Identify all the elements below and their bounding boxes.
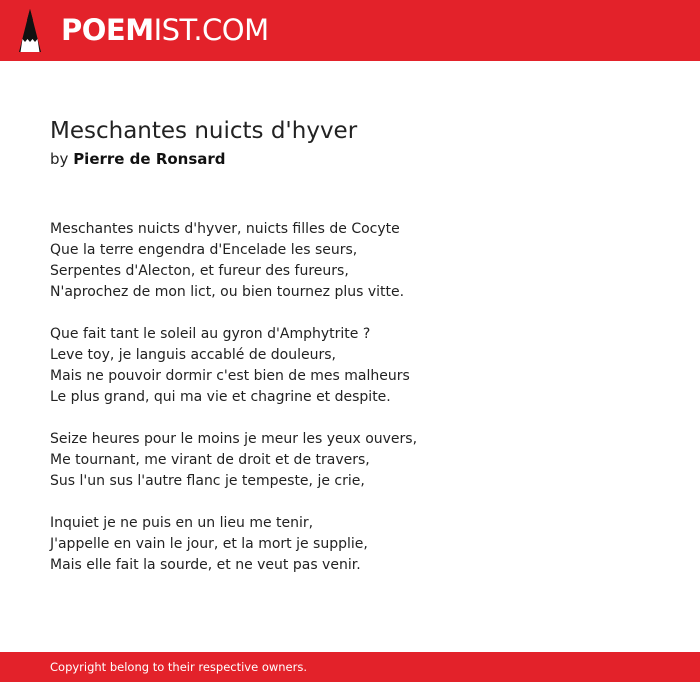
- copyright-text: Copyright belong to their respective owners.: [50, 660, 308, 674]
- poem-title: Meschantes nuicts d'hyver: [50, 118, 358, 144]
- poem-line: N'aprochez de mon lict, ou bien tournez plus vitte.: [50, 284, 405, 300]
- poem-line: Serpentes d'Alecton, et fureur des fureurs,: [50, 263, 349, 279]
- by-label: by: [50, 150, 69, 168]
- poem-byline: [50, 149, 226, 169]
- poem-line: Inquiet je ne puis en un lieu me tenir,: [50, 515, 314, 531]
- pencil-tip-icon[interactable]: [18, 8, 42, 52]
- author-name[interactable]: Pierre de Ronsard: [73, 150, 226, 168]
- logo-bold-text: POEM: [61, 13, 154, 47]
- site-header: [0, 0, 700, 61]
- poem-line: Sus l'un sus l'autre flanc je tempeste, je crie,: [50, 473, 365, 489]
- logo-light-text: IST.COM: [153, 13, 269, 47]
- poem-line: J'appelle en vain le jour, et la mort je supplie,: [50, 536, 368, 552]
- poem-line: Me tournant, me virant de droit et de travers,: [50, 452, 370, 468]
- site-logo[interactable]: [61, 13, 269, 47]
- poem-line: Que la terre engendra d'Encelade les seurs,: [50, 242, 358, 258]
- poem-line: Mais ne pouvoir dormir c'est bien de mes malheurs: [50, 368, 410, 384]
- poem-line: Meschantes nuicts d'hyver, nuicts filles de Cocyte: [50, 221, 400, 237]
- poem-line: Le plus grand, qui ma vie et chagrine et despite.: [50, 389, 391, 405]
- stanza: [50, 513, 650, 576]
- poem-line: Que fait tant le soleil au gyron d'Amphytrite ?: [50, 326, 371, 342]
- stanza: [50, 429, 650, 492]
- poem-body: [50, 219, 650, 597]
- poem-line: Seize heures pour le moins je meur les yeux ouvers,: [50, 431, 418, 447]
- poem-line: Leve toy, je languis accablé de douleurs,: [50, 347, 336, 363]
- stanza: [50, 324, 650, 408]
- poem-line: Mais elle fait la sourde, et ne veut pas venir.: [50, 557, 361, 573]
- site-footer: [0, 652, 700, 682]
- stanza: [50, 219, 650, 303]
